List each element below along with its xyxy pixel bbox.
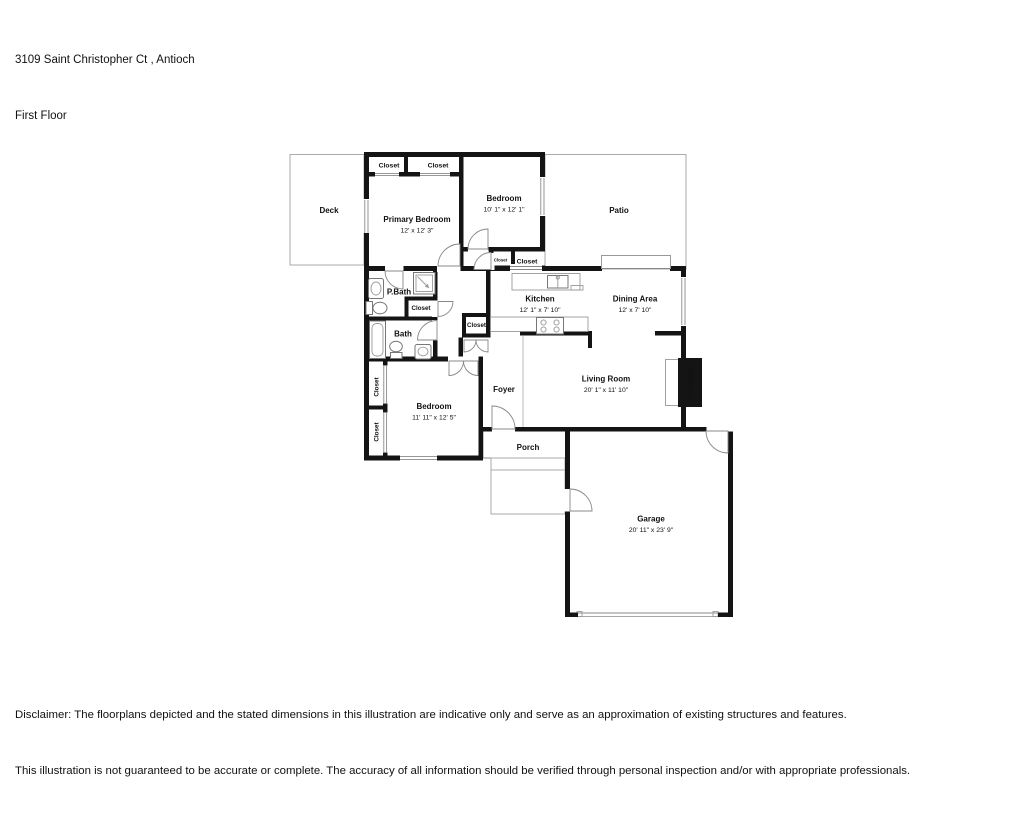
window	[680, 277, 687, 326]
door-arc	[492, 406, 515, 429]
dishwasher-mark	[571, 286, 583, 291]
door-arc	[464, 361, 479, 376]
closet-slider	[382, 413, 389, 453]
walkway-outline	[491, 458, 565, 514]
window	[400, 455, 437, 462]
door-arc	[570, 489, 592, 511]
closet-slider	[420, 172, 450, 178]
wall-segment	[405, 297, 438, 301]
bath-sink	[415, 345, 431, 360]
wall-segment	[364, 317, 438, 321]
room-label-bedroom-top: Bedroom	[486, 194, 522, 204]
wall-segment	[511, 252, 515, 266]
wall-segment	[479, 357, 484, 461]
room-label-kitchen: Kitchen	[525, 294, 555, 304]
room-label-living-room: Living Room	[581, 374, 631, 384]
closet-label: Closet	[373, 422, 381, 442]
room-label-deck: Deck	[319, 206, 339, 216]
room-dims-garage: 20' 11" x 23' 9"	[628, 526, 674, 534]
window	[539, 177, 546, 216]
closet-label: Closet	[493, 257, 508, 263]
disclaimer-line-1: Disclaimer: The floorplans depicted and the stated dimensions in this illustration are indicative only and serve as an approximation of existing structures and features.	[15, 709, 847, 721]
door-arc	[449, 361, 464, 376]
room-dims-living-room: 20' 1" x 11' 10"	[583, 386, 629, 394]
room-dims-bedroom-lower: 11' 11" x 12' 5"	[412, 414, 456, 422]
disclaimer-line-2: This illustration is not guaranteed to be accurate or complete. The accuracy of all information should be verified through personal inspection and/or with appropriate professionals.	[15, 764, 911, 777]
closet-slider	[382, 366, 389, 404]
closet-label: Closet	[467, 322, 486, 330]
door-arc	[706, 431, 728, 453]
wall-segment	[364, 406, 388, 410]
room-label-foyer: Foyer	[493, 385, 515, 395]
room-label-bedroom-lower: Bedroom	[416, 402, 452, 412]
wall-segment	[462, 313, 490, 317]
closet-label: Closet	[378, 162, 400, 170]
patio-sliding-door	[602, 256, 671, 269]
room-label-dining-area: Dining Area	[612, 294, 658, 304]
room-label-primary-bedroom: Primary Bedroom	[383, 215, 451, 225]
wall-segment	[718, 613, 733, 618]
wall-segment	[655, 331, 686, 336]
room-dims-dining-area: 12' x 7' 10"	[618, 306, 652, 314]
pbath-sink	[369, 279, 384, 299]
wall-segment	[364, 362, 369, 461]
room-label-porch: Porch	[516, 443, 540, 453]
kitchen-counter	[512, 274, 583, 291]
room-label-garage: Garage	[637, 514, 665, 524]
kitchen-counter	[491, 317, 589, 334]
room-dims-bedroom-top: 10' 1" x 12' 1"	[483, 206, 525, 214]
disclaimer	[15, 669, 910, 817]
fireplace	[666, 358, 703, 407]
room-label-patio: Patio	[609, 206, 629, 216]
floor-label: First Floor	[15, 109, 67, 122]
room-dims-kitchen: 12' 1" x 7' 10"	[519, 306, 561, 314]
door-arc	[468, 229, 488, 249]
bath-toilet	[390, 341, 403, 358]
window	[363, 199, 370, 233]
door-arc	[418, 321, 438, 341]
wall-segment	[405, 297, 409, 317]
door-arc	[438, 244, 460, 266]
room-label-pbath: P.Bath	[386, 287, 412, 297]
fixtures	[366, 273, 702, 408]
fireplace-label: Fireplace	[687, 367, 695, 398]
closet-label: Closet	[427, 162, 449, 170]
garage-door	[577, 612, 718, 617]
door-arc	[476, 340, 488, 352]
wall-segment	[588, 331, 592, 348]
room-label-bath: Bath	[394, 329, 412, 339]
wall-segment	[364, 266, 489, 271]
address-line: 3109 Saint Christopher Ct , Antioch	[15, 54, 195, 66]
wall-segment	[565, 432, 570, 618]
door-arc	[464, 340, 476, 352]
wall-segment	[486, 271, 491, 317]
wall-segment	[565, 613, 578, 618]
door-arc	[385, 271, 403, 289]
bathtub	[370, 321, 386, 359]
wall-segment	[459, 338, 464, 357]
pbath-toilet	[366, 302, 387, 315]
wall-segment	[462, 334, 490, 338]
stove	[537, 318, 564, 335]
closet-slider	[375, 172, 399, 178]
closet-label: Closet	[373, 377, 381, 397]
wall-segment	[728, 432, 733, 618]
closet-label: Closet	[516, 258, 538, 266]
door-opening	[432, 301, 439, 318]
door-arc	[438, 302, 453, 317]
closet-label: Closet	[411, 305, 431, 313]
wall-segment	[545, 266, 602, 271]
room-dims-primary-bedroom: 12' x 12' 3"	[400, 227, 434, 235]
wall-segment	[364, 152, 545, 157]
door-arc	[474, 253, 491, 270]
shower	[414, 273, 436, 295]
